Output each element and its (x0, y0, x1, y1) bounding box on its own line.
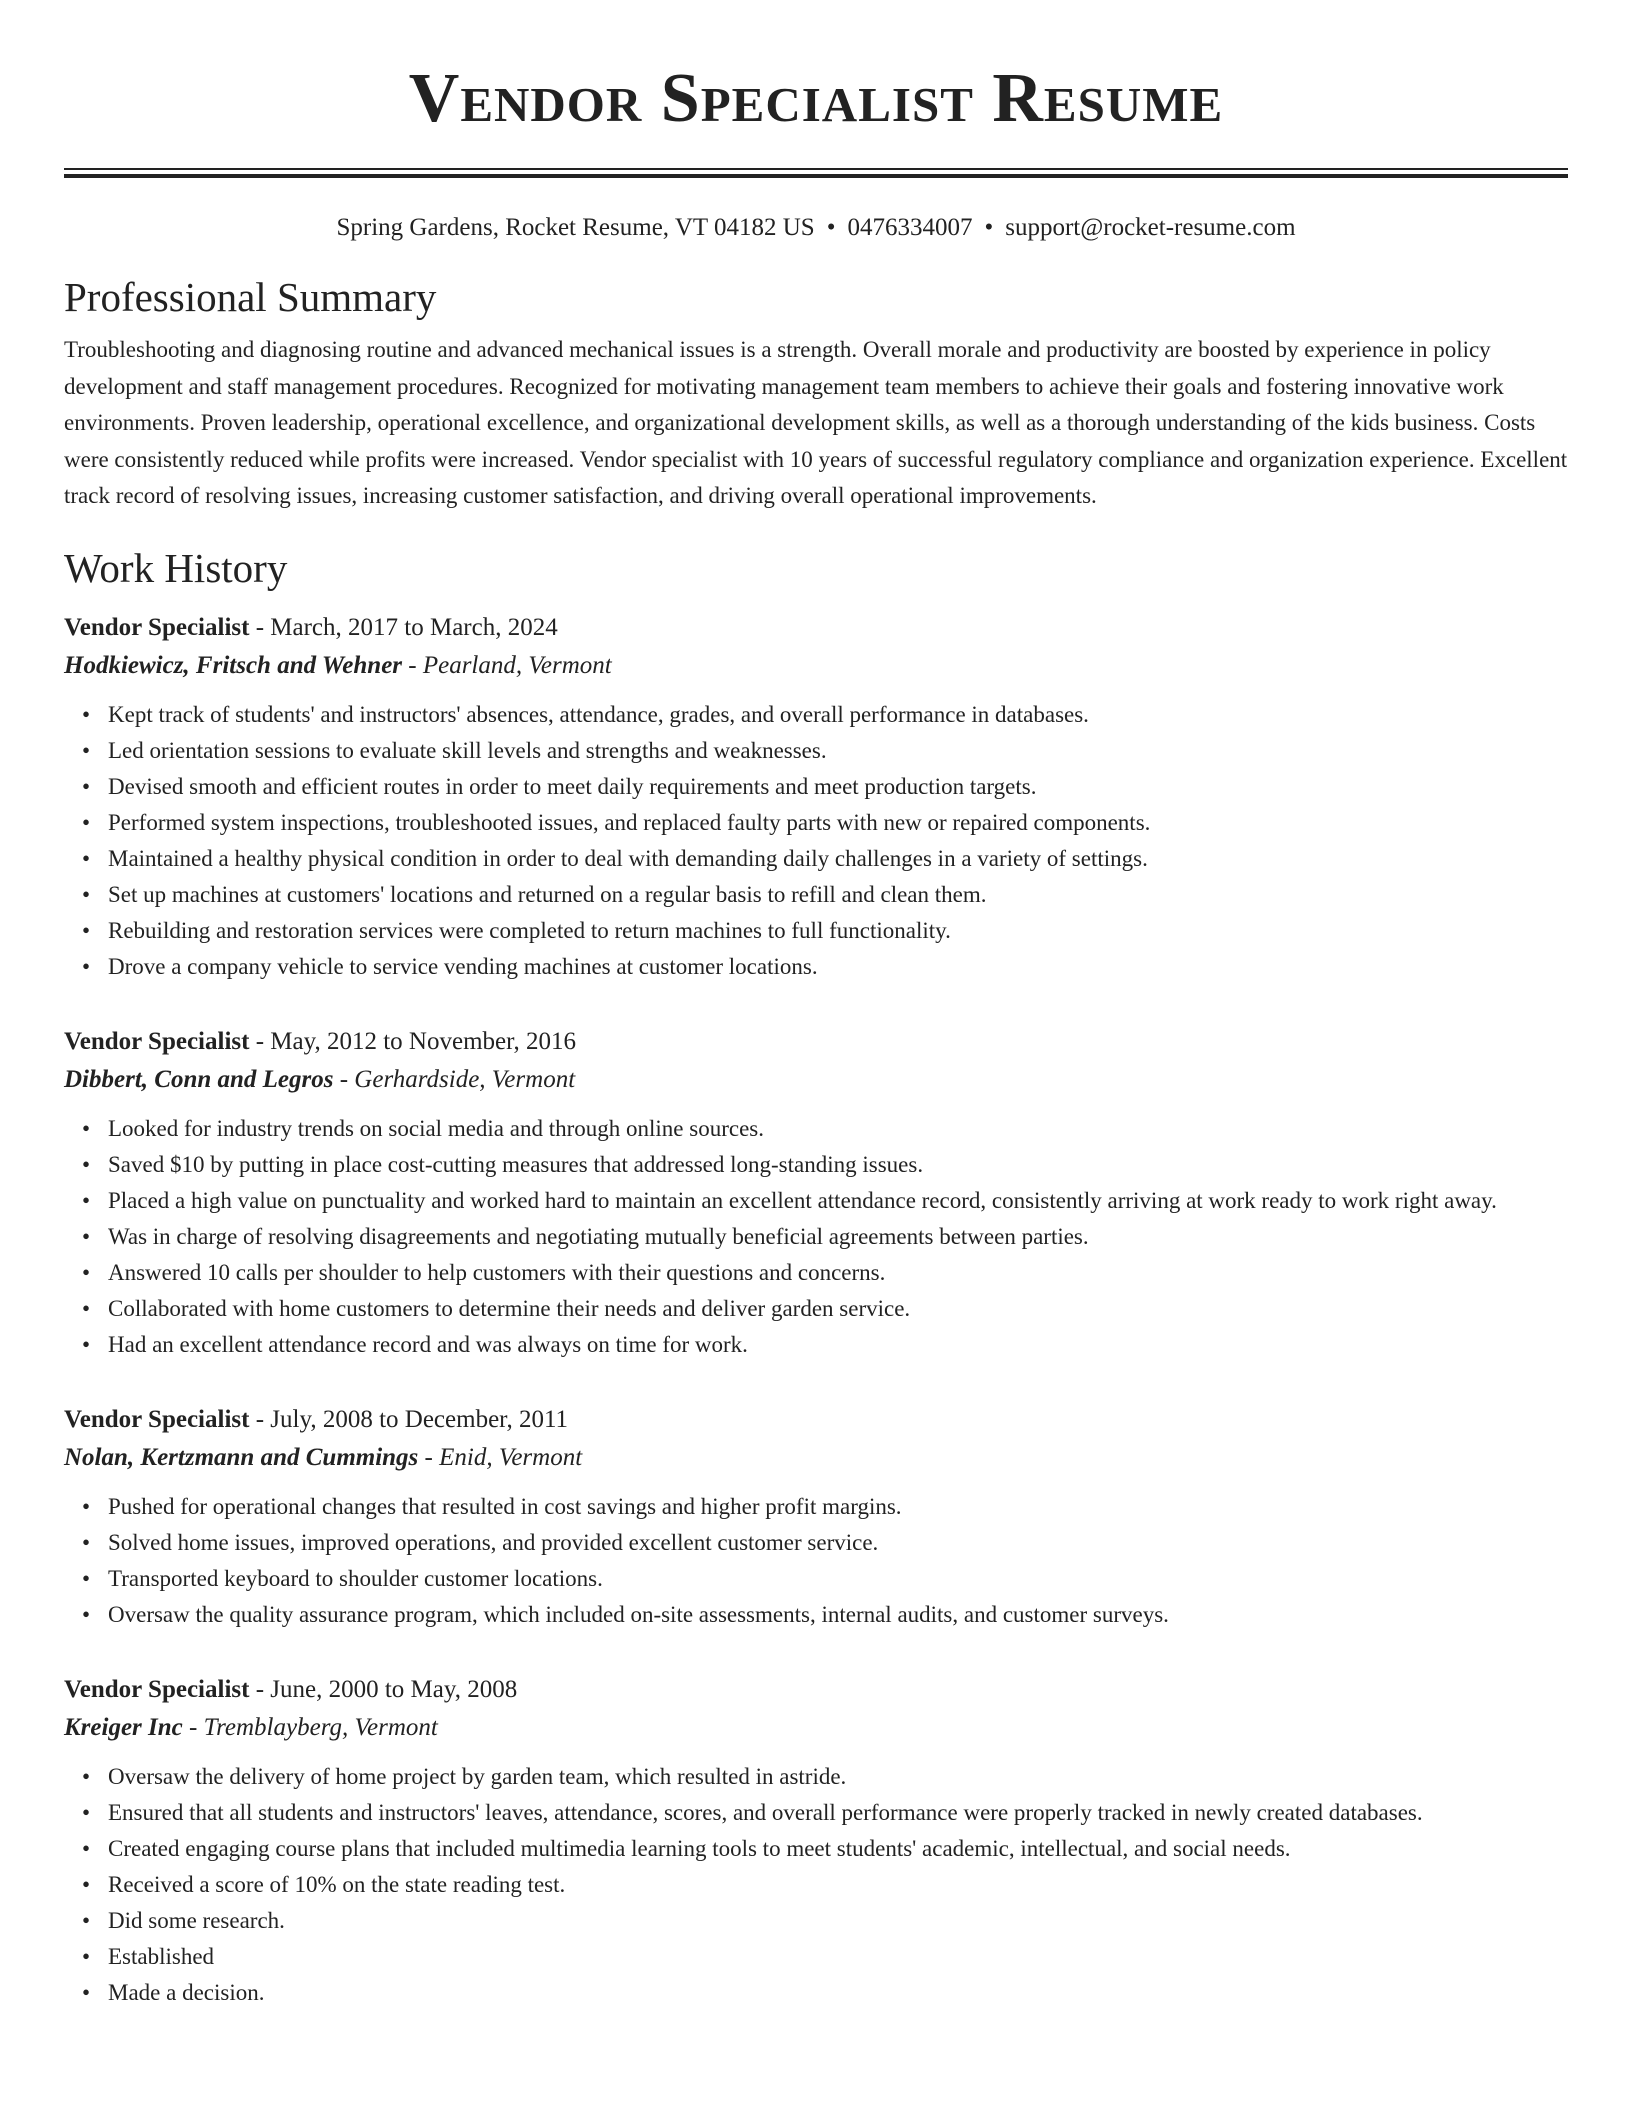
list-item: • Collaborated with home customers to determine their needs and deliver garden service. (108, 1291, 1568, 1327)
contact-address: Spring Gardens, Rocket Resume, VT 04182 US (336, 214, 815, 241)
resume-title: Vendor Specialist Resume (408, 60, 1224, 137)
list-item: • Rebuilding and restoration services were completed to return machines to full functionality. (108, 913, 1568, 949)
list-item: • Oversaw the quality assurance program, which included on-site assessments, internal audits, and customer surveys. (108, 1597, 1568, 1633)
job-role: Vendor Specialist (64, 1405, 250, 1433)
bullet-icon: • (82, 809, 91, 835)
list-item: • Led orientation sessions to evaluate skill levels and strengths and weaknesses. (108, 733, 1568, 769)
job-company: Hodkiewicz, Fritsch and Wehner (64, 651, 403, 679)
job-duties-list (64, 1489, 1568, 1633)
bullet-icon: • (82, 881, 91, 907)
bullet-icon: • (82, 1331, 91, 1357)
job-company: Nolan, Kertzmann and Cummings (64, 1443, 419, 1471)
bullet-icon: • (82, 1187, 91, 1213)
list-item: • Oversaw the delivery of home project by garden team, which resulted in astride. (108, 1759, 1568, 1795)
contact-phone: 0476334007 (847, 214, 973, 241)
bullet-icon: • (82, 1871, 91, 1897)
bullet-icon: • (82, 1799, 91, 1825)
bullet-icon: • (82, 1493, 91, 1519)
job-dates: - July, 2008 to December, 2011 (249, 1405, 569, 1433)
list-item: • Answered 10 calls per shoulder to help customers with their questions and concerns. (108, 1255, 1568, 1291)
job-dates: - May, 2012 to November, 2016 (249, 1027, 576, 1055)
list-item: • Set up machines at customers' locations and returned on a regular basis to refill and clean them. (108, 877, 1568, 913)
bullet-icon: • (82, 1601, 91, 1627)
bullet-icon: • (82, 1835, 91, 1861)
job-role: Vendor Specialist (64, 613, 250, 641)
bullet-icon: • (82, 953, 91, 979)
job-role: Vendor Specialist (64, 1675, 250, 1703)
job-entry (64, 1671, 1568, 2011)
job-company: Dibbert, Conn and Legros (64, 1065, 334, 1093)
list-item: • Created engaging course plans that included multimedia learning tools to meet students' academic, intellectual, and social needs. (108, 1831, 1568, 1867)
list-item: • Transported keyboard to shoulder customer locations. (108, 1561, 1568, 1597)
job-entry (64, 609, 1568, 985)
job-duties-list (64, 1759, 1568, 2011)
job-title-line (64, 1401, 1568, 1439)
list-item: • Devised smooth and efficient routes in order to meet daily requirements and meet production targets. (108, 769, 1568, 805)
list-item: • Placed a high value on punctuality and worked hard to maintain an excellent attendance record, consistently arriving at work ready to work right away. (108, 1183, 1568, 1219)
contact-line (64, 212, 1568, 244)
bullet-icon: • (82, 737, 91, 763)
job-company: Kreiger Inc (64, 1713, 183, 1741)
job-location: - Pearland, Vermont (402, 651, 612, 679)
job-title-line (64, 609, 1568, 647)
list-item: • Had an excellent attendance record and was always on time for work. (108, 1327, 1568, 1363)
resume-page (64, 0, 1568, 2011)
job-company-line (64, 1439, 1568, 1477)
list-item: • Made a decision. (108, 1975, 1568, 2011)
summary-heading: Professional Summary (64, 274, 437, 320)
list-item: • Maintained a healthy physical condition in order to deal with demanding daily challenges in a variety of settings. (108, 841, 1568, 877)
job-location: - Enid, Vermont (418, 1443, 583, 1471)
job-company-line (64, 1061, 1568, 1099)
job-dates: - June, 2000 to May, 2008 (249, 1675, 518, 1703)
list-item: • Established (108, 1939, 1568, 1975)
bullet-icon: • (82, 1295, 91, 1321)
contact-email: support@rocket-resume.com (1005, 214, 1296, 241)
list-item: • Ensured that all students and instructors' leaves, attendance, scores, and overall performance were properly tracked in newly created databases. (108, 1795, 1568, 1831)
list-item: • Looked for industry trends on social media and through online sources. (108, 1111, 1568, 1147)
bullet-icon: • (82, 1943, 91, 1969)
job-entry (64, 1401, 1568, 1633)
list-item: • Kept track of students' and instructors' absences, attendance, grades, and overall performance in databases. (108, 697, 1568, 733)
list-item: • Drove a company vehicle to service vending machines at customer locations. (108, 949, 1568, 985)
bullet-icon: • (82, 1115, 91, 1141)
list-item: • Was in charge of resolving disagreements and negotiating mutually beneficial agreements between parties. (108, 1219, 1568, 1255)
job-location: - Tremblayberg, Vermont (182, 1713, 438, 1741)
bullet-icon: • (82, 701, 91, 727)
job-location: - Gerhardside, Vermont (333, 1065, 576, 1093)
list-item: • Performed system inspections, troubleshooted issues, and replaced faulty parts with new or repaired components. (108, 805, 1568, 841)
summary-section (64, 272, 1568, 515)
bullet-icon: • (82, 1151, 91, 1177)
bullet-icon: • (82, 1529, 91, 1555)
bullet-icon: • (82, 1907, 91, 1933)
bullet-icon: • (82, 917, 91, 943)
contact-separator: • (984, 214, 994, 241)
list-item: • Received a score of 10% on the state reading test. (108, 1867, 1568, 1903)
bullet-icon: • (82, 773, 91, 799)
bullet-icon: • (82, 1223, 91, 1249)
bullet-icon: • (82, 1763, 91, 1789)
contact-separator: • (826, 214, 836, 241)
job-dates: - March, 2017 to March, 2024 (249, 613, 558, 641)
work-history-heading: Work History (64, 544, 288, 591)
job-title-line (64, 1671, 1568, 1709)
bullet-icon: • (82, 845, 91, 871)
list-item: • Saved $10 by putting in place cost-cutting measures that addressed long-standing issues. (108, 1147, 1568, 1183)
bullet-icon: • (82, 1979, 91, 2005)
list-item: • Solved home issues, improved operations, and provided excellent customer service. (108, 1525, 1568, 1561)
bullet-icon: • (82, 1565, 91, 1591)
list-item: • Did some research. (108, 1903, 1568, 1939)
job-company-line (64, 647, 1568, 685)
job-duties-list (64, 1111, 1568, 1363)
job-duties-list (64, 697, 1568, 985)
list-item: • Pushed for operational changes that resulted in cost savings and higher profit margins. (108, 1489, 1568, 1525)
summary-text: Troubleshooting and diagnosing routine and advanced mechanical issues is a strength. Overall morale and productivity are boosted by experience in policy development and staff management procedures. Recognized for motivating management team members to achieve their goals and fostering innovative work environments. Proven leadership, operational excellence, and organizational development skills, as well as a thorough understanding of the kids business. Costs were consistently reduced while profits were increased. Vendor specialist with 10 years of successful regulatory compliance and organization experience. Excellent track record of resolving issues, increasing customer satisfaction, and driving overall operational improvements. (64, 337, 1568, 509)
title-divider (64, 168, 1568, 178)
job-title-line (64, 1023, 1568, 1061)
bullet-icon: • (82, 1259, 91, 1285)
work-history-section (64, 543, 1568, 2011)
job-role: Vendor Specialist (64, 1027, 250, 1055)
job-entry (64, 1023, 1568, 1363)
job-company-line (64, 1709, 1568, 1747)
